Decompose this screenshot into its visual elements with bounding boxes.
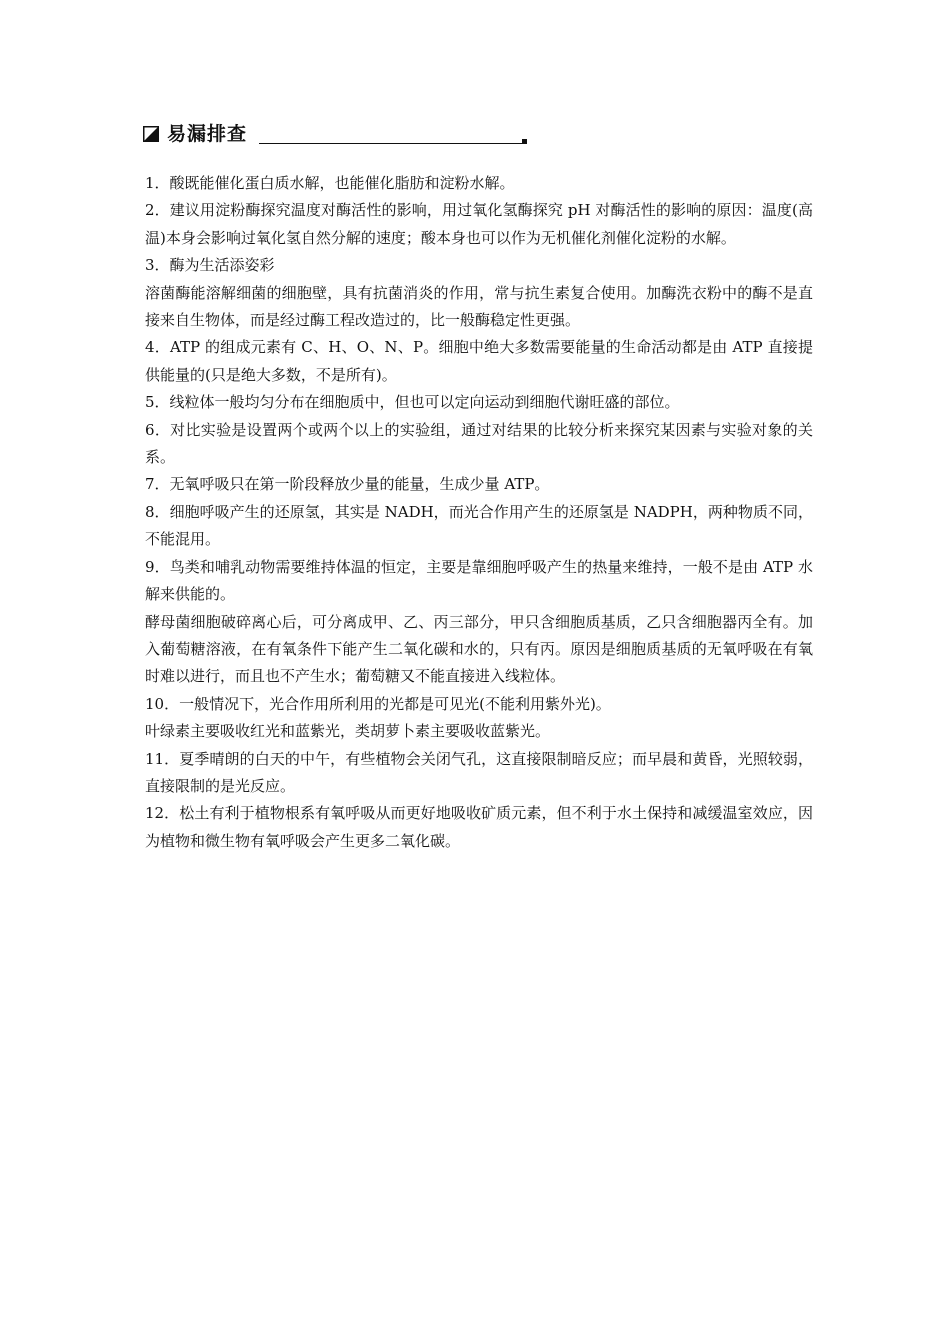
paragraph-11: 11．夏季晴朗的白天的中午，有些植物会关闭气孔，这直接限制暗反应；而早晨和黄昏，光照较弱，直接限制的是光反应。 xyxy=(145,749,813,795)
paragraph-8: 8．细胞呼吸产生的还原氢，其实是 NADH，而光合作用产生的还原氢是 NADPH，两种物质不同，不能混用。 xyxy=(145,502,813,549)
paragraph-3: 3．酶为生活添姿彩 xyxy=(145,256,275,275)
corner-triangle-icon xyxy=(143,126,159,142)
paragraph-10-detail: 叶绿素主要吸收红光和蓝紫光，类胡萝卜素主要吸收蓝紫光。 xyxy=(145,722,551,741)
header-end-mark xyxy=(522,139,527,144)
paragraph-2: 2．建议用淀粉酶探究温度对酶活性的影响，用过氧化氢酶探究 pH 对酶活性的影响的原因：温度(高温)本身会影响过氧化氢自然分解的速度；酸本身也可以作为无机催化剂催化淀粉的水解。 xyxy=(145,201,813,247)
paragraph-3-detail: 溶菌酶能溶解细菌的细胞壁，具有抗菌消炎的作用，常与抗生素复合使用。加酶洗衣粉中的酶不是直接来自生物体，而是经过酶工程改造过的，比一般酶稳定性更强。 xyxy=(145,283,813,330)
section-header xyxy=(143,119,533,149)
paragraph-4: 4．ATP 的组成元素有 C、H、O、N、P。细胞中绝大多数需要能量的生命活动都是由 ATP 直接提供能量的(只是绝大多数，不是所有)。 xyxy=(145,338,813,384)
paragraph-1: 1．酸既能催化蛋白质水解，也能催化脂肪和淀粉水解。 xyxy=(145,174,515,192)
header-divider xyxy=(259,143,522,144)
content-body xyxy=(145,170,813,855)
paragraph-5: 5．线粒体一般均匀分布在细胞质中，但也可以定向运动到细胞代谢旺盛的部位。 xyxy=(145,393,680,412)
paragraph-12: 12．松土有利于植物根系有氧呼吸从而更好地吸收矿质元素，但不利于水土保持和减缓温室效应，因为植物和微生物有氧呼吸会产生更多二氧化碳。 xyxy=(145,804,813,850)
section-title: 易漏排查 xyxy=(167,123,248,145)
paragraph-7: 7．无氧呼吸只在第一阶段释放少量的能量，生成少量 ATP。 xyxy=(145,475,550,494)
paragraph-10: 10．一般情况下，光合作用所利用的光都是可见光(不能利用紫外光)。 xyxy=(145,694,611,713)
paragraph-9: 9．鸟类和哺乳动物需要维持体温的恒定，主要是靠细胞呼吸产生的热量来维持，一般不是由 ATP 水解来供能的。 xyxy=(145,557,813,604)
paragraph-6: 6．对比实验是设置两个或两个以上的实验组，通过对结果的比较分析来探究某因素与实验对象的关系。 xyxy=(145,420,813,467)
paragraph-9-detail: 酵母菌细胞破碎离心后，可分离成甲、乙、丙三部分，甲只含细胞质基质，乙只含细胞器丙全有。加入葡萄糖溶液，在有氧条件下能产生二氧化碳和水的，只有丙。原因是细胞质基质的无氧呼吸在有氧时难以进行，而且也不产生水；葡萄糖又不能直接进入线粒体。 xyxy=(145,612,813,686)
